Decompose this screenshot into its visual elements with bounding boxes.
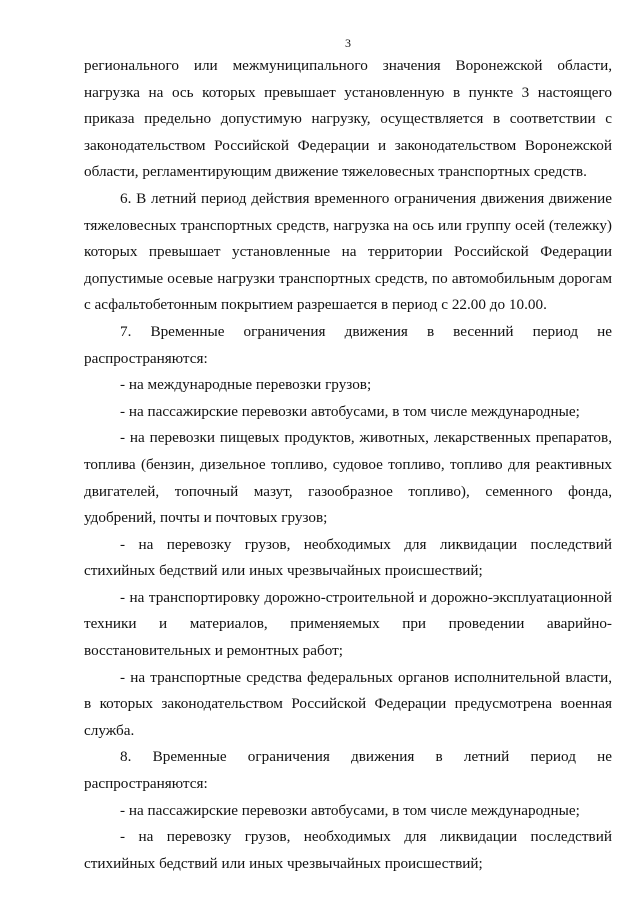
paragraph: - на перевозки пищевых продуктов, животных, лекарственных препаратов, топлива (бензин, дизельное топливо, судовое топливо, топливо для реактивных двигателей, топочный мазут, газообразное топливо), семенного фонда, удобрений, почты и почтовых грузов; [84, 429, 612, 527]
paragraph: - на транспортировку дорожно-строительной и дорожно-эксплуатационной техники и материалов, применяемых при проведении аварийно-восстановительных и ремонтных работ; [84, 588, 612, 660]
paragraph: регионального или межмуниципального значения Воронежской области, нагрузка на ось которых превышает установленную в пункте 3 настоящего приказа предельно допустимую нагрузку, осуществляется в соответствии с законодательством Российской Федерации и законодательством Воронежской области, регламентирующим движение тяжеловесных транспортных средств. [84, 57, 612, 181]
page-number: 3 [345, 36, 351, 50]
paragraph: 7. Временные ограничения движения в весенний период не распространяются: [84, 322, 612, 367]
paragraph: - на транспортные средства федеральных органов исполнительной власти, в которых законодательством Российской Федерации предусмотрена военная служба. [84, 668, 612, 739]
paragraph: 6. В летний период действия временного ограничения движения движение тяжеловесных транспортных средств, нагрузка на ось или группу осей (тележку) которых превышает установленные на территории Российской Федерации допустимые осевые нагрузки транспортных средств, по автомобильным дорогам с асфальтобетонным покрытием разрешается в период с 22.00 до 10.00. [84, 189, 612, 314]
paragraph: - на перевозку грузов, необходимых для ликвидации последствий стихийных бедствий или иных чрезвычайных происшествий; [84, 535, 612, 580]
document-body [84, 53, 612, 877]
paragraph: - на перевозку грузов, необходимых для ликвидации последствий стихийных бедствий или иных чрезвычайных происшествий; [84, 828, 612, 872]
paragraph: - на пассажирские перевозки автобусами, в том числе международные; [120, 801, 580, 819]
paragraph: - на международные перевозки грузов; [120, 376, 372, 394]
paragraph: 8. Временные ограничения движения в летний период не распространяются: [84, 748, 612, 793]
paragraph: - на пассажирские перевозки автобусами, в том числе международные; [120, 402, 580, 420]
